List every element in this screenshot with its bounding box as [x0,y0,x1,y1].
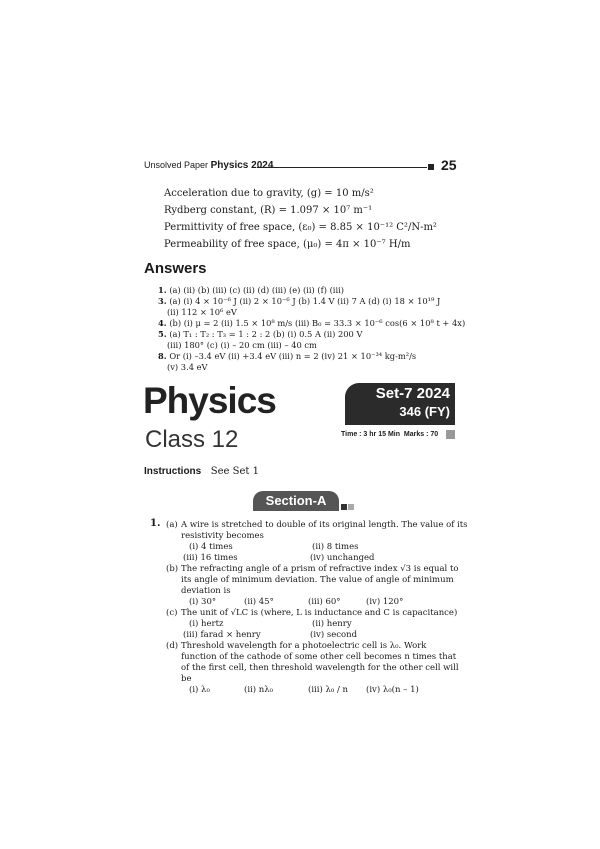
answer-text: (a) T₁ : T₂ : T₃ = 1 : 2 : 2 (b) (i) 0.5 A (ii) 200 V [169,329,363,339]
constant-gravity: Acceleration due to gravity, (g) = 10 m/s² [164,188,374,199]
part-b-option-i: (i) 30° [189,597,217,607]
answer-text: (v) 3.4 eV [167,362,208,372]
answer-text: (a) (ii) (b) (iii) (c) (ii) (d) (iii) (e) (ii) (f) (iii) [169,285,345,295]
part-c-option-i: (i) hertz [189,619,224,629]
part-d-option-iv: (iv) λ₀(n – 1) [366,685,419,695]
part-d-line4: be [181,674,192,684]
answer-number: 8. [158,351,167,361]
running-header-prefix: Unsolved Paper [144,160,209,170]
marks-label: Marks : 70 [403,431,439,438]
question-number: 1. [150,518,161,529]
running-header-subject: Physics 2024 [210,160,274,171]
header-rule [257,167,427,168]
part-b-line2: its angle of minimum deviation. The value of angle of minimum [181,575,454,585]
part-d-option-i: (i) λ₀ [189,685,210,695]
section-square-light [348,504,354,510]
part-d-line3: of the first cell, then threshold wavelength for the other cell will [181,663,459,673]
part-a-option-iv: (iv) unchanged [310,553,375,563]
answer-text: (a) (i) 4 × 10⁻⁶ J (ii) 2 × 10⁻⁶ J (b) 1.4 V (ii) 7 A (d) (i) 18 × 10¹⁹ J [169,296,441,306]
answer-text: (iii) 180° (c) (i) – 20 cm (iii) – 40 cm [167,340,317,350]
answer-number: 4. [158,318,167,328]
part-b-option-iii: (iii) 60° [308,597,341,607]
answers-heading: Answers [144,260,207,277]
part-d-option-iii: (iii) λ₀ / n [308,685,349,695]
part-b-line1: The refracting angle of a prism of refractive index √3 is equal to [181,564,459,574]
answer-text: (b) (i) μ = 2 (ii) 1.5 × 10⁸ m/s (iii) B₀ = 33.3 × 10⁻⁶ cos(6 × 10⁸ t + 4x) [169,318,466,328]
answer-number: 1. [158,285,167,295]
part-a-option-ii: (ii) 8 times [312,542,359,552]
section-square-dark [341,504,347,510]
part-a-label: (a) [166,520,178,530]
time-square-marker [446,430,455,439]
part-a-option-iii: (iii) 16 times [183,553,238,563]
part-c-option-ii: (ii) henry [312,619,352,629]
part-d-label: (d) [166,641,179,651]
answer-line [158,351,416,361]
answer-line [158,318,465,328]
time-marks-line [341,431,438,438]
section-label: Section-A [265,493,327,508]
answer-line [158,285,344,295]
answer-number: 5. [158,329,167,339]
instructions-text: See Set 1 [210,466,259,477]
part-a-line2: resistivity becomes [181,531,264,541]
part-c-label: (c) [166,608,178,618]
running-header-title [144,160,273,171]
instructions-label: Instructions [144,466,202,477]
part-d-option-ii: (ii) nλ₀ [244,685,274,695]
set-code-label: 346 (FY) [399,404,450,419]
answer-line [167,340,317,350]
subject-title: Physics [143,380,276,421]
answer-text: Or (i) –3.4 eV (ii) +3.4 eV (iii) n = 2 (iv) 21 × 10⁻³⁴ kg-m²/s [169,351,417,361]
constant-rydberg: Rydberg constant, (R) = 1.097 × 10⁷ m⁻¹ [164,205,373,216]
time-label: Time : 3 hr 15 Min [341,431,400,438]
constant-permittivity: Permittivity of free space, (ε₀) = 8.85 × 10⁻¹² C²/N-m² [164,222,437,233]
part-b-line3: deviation is [181,586,231,596]
part-b-option-ii: (ii) 45° [244,597,274,607]
answer-line [167,307,237,317]
page-number: 25 [441,157,457,173]
part-c-option-iii: (iii) farad × henry [183,630,261,640]
class-title: Class 12 [145,426,239,453]
part-c-option-iv: (iv) second [310,630,358,640]
answer-number: 3. [158,296,167,306]
part-b-option-iv: (iv) 120° [366,597,404,607]
header-square-marker [428,164,434,170]
answer-line [158,329,362,339]
part-d-line1: Threshold wavelength for a photoelectric cell is λ₀. Work [181,641,427,651]
part-d-line2: function of the cathode of some other cell becomes n times that [181,652,457,662]
part-c-line1: The unit of √LC is (where, L is inductance and C is capacitance) [181,608,458,618]
part-a-option-i: (i) 4 times [189,542,233,552]
constant-permeability: Permeability of free space, (μ₀) = 4π × 10⁻⁷ H/m [164,239,411,250]
instructions-line [144,466,259,477]
answer-text: (ii) 112 × 10⁶ eV [167,307,237,317]
answer-line [158,296,440,306]
part-a-line1: A wire is stretched to double of its original length. The value of its [181,520,468,530]
part-b-label: (b) [166,564,179,574]
answer-line [167,362,208,372]
set-year-label: Set-7 2024 [375,385,450,402]
